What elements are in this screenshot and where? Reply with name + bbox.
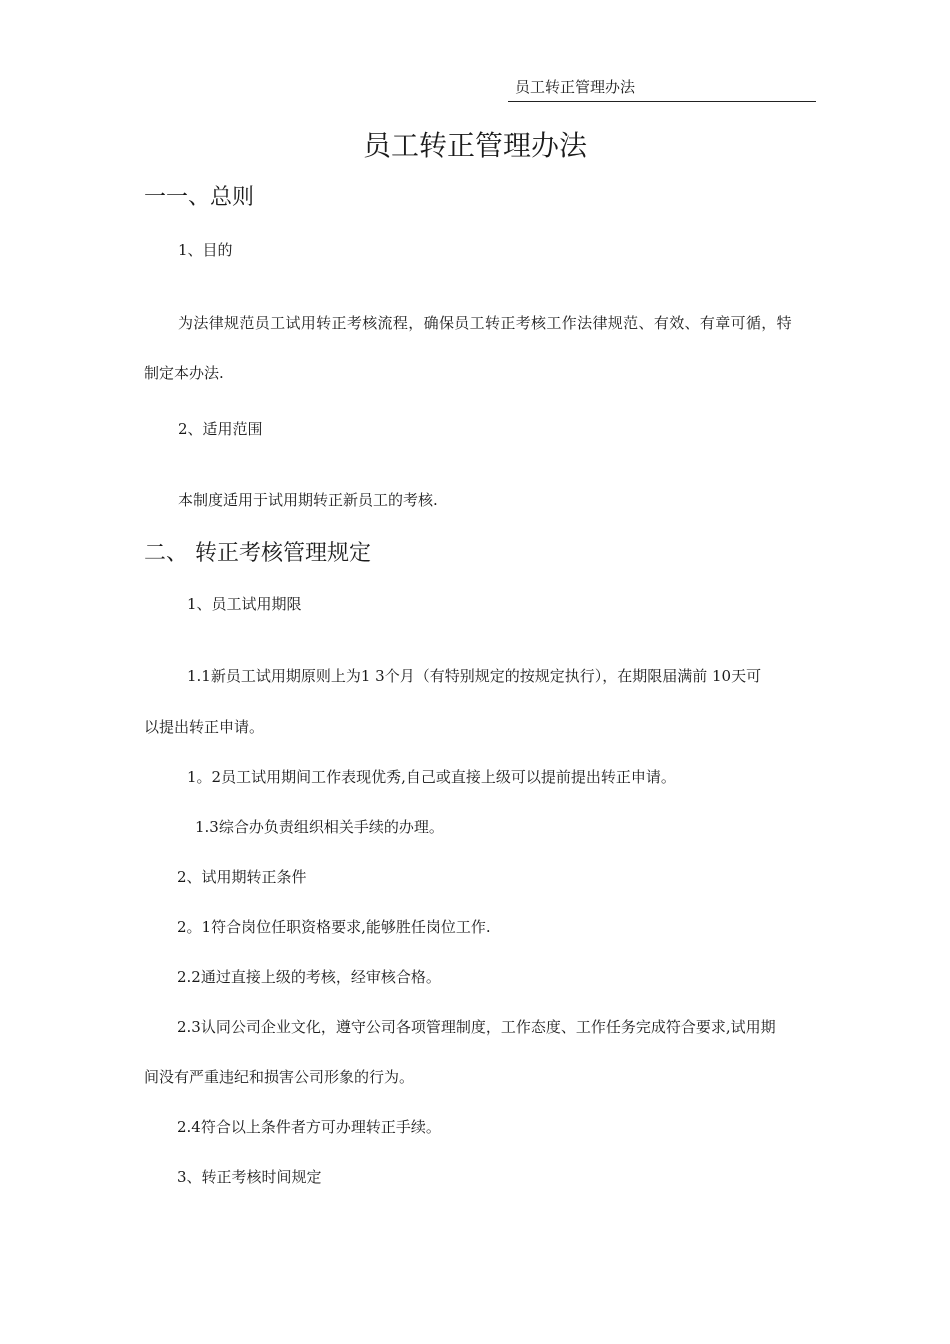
header-text: 员工转正管理办法 <box>515 78 636 96</box>
clause-2-3-line1: 2.3认同公司企业文化，遵守公司各项管理制度，工作态度、工作任务完成符合要求,试用期 <box>177 1018 776 1036</box>
clause-2-1: 2。1符合岗位任职资格要求,能够胜任岗位工作. <box>177 918 491 936</box>
paragraph-scope: 本制度适用于试用期转正新员工的考核. <box>178 491 438 509</box>
item-probation-period: 1、员工试用期限 <box>187 595 302 613</box>
clause-1-3: 1.3综合办负责组织相关手续的办理。 <box>195 818 444 836</box>
item-scope: 2、适用范围 <box>178 420 263 438</box>
clause-2-2: 2.2通过直接上级的考核，经审核合格。 <box>177 968 441 986</box>
clause-1-1-line1: 1.1新员工试用期原则上为1 3个月（有特别规定的按规定执行），在期限届满前 10天可 <box>187 667 762 685</box>
clause-1-2: 1。2员工试用期间工作表现优秀,自己或直接上级可以提前提出转正申请。 <box>187 768 676 786</box>
item-review-timing: 3、转正考核时间规定 <box>177 1168 322 1186</box>
section-heading-rules: 二、 转正考核管理规定 <box>144 541 371 566</box>
item-conditions: 2、试用期转正条件 <box>177 868 307 886</box>
clause-2-3-line2: 间没有严重违纪和损害公司形象的行为。 <box>144 1068 415 1086</box>
header-rule <box>508 101 816 102</box>
paragraph-purpose-line2: 制定本办法. <box>144 364 224 382</box>
clause-2-4: 2.4符合以上条件者方可办理转正手续。 <box>177 1118 441 1136</box>
document-title: 员工转正管理办法 <box>362 129 587 162</box>
paragraph-purpose-line1: 为法律规范员工试用转正考核流程，确保员工转正考核工作法律规范、有效、有章可循，特 <box>178 314 793 332</box>
section-heading-general: 一一、总则 <box>144 185 255 210</box>
clause-1-1-line2: 以提出转正申请。 <box>144 718 265 736</box>
item-purpose: 1、目的 <box>178 241 233 259</box>
